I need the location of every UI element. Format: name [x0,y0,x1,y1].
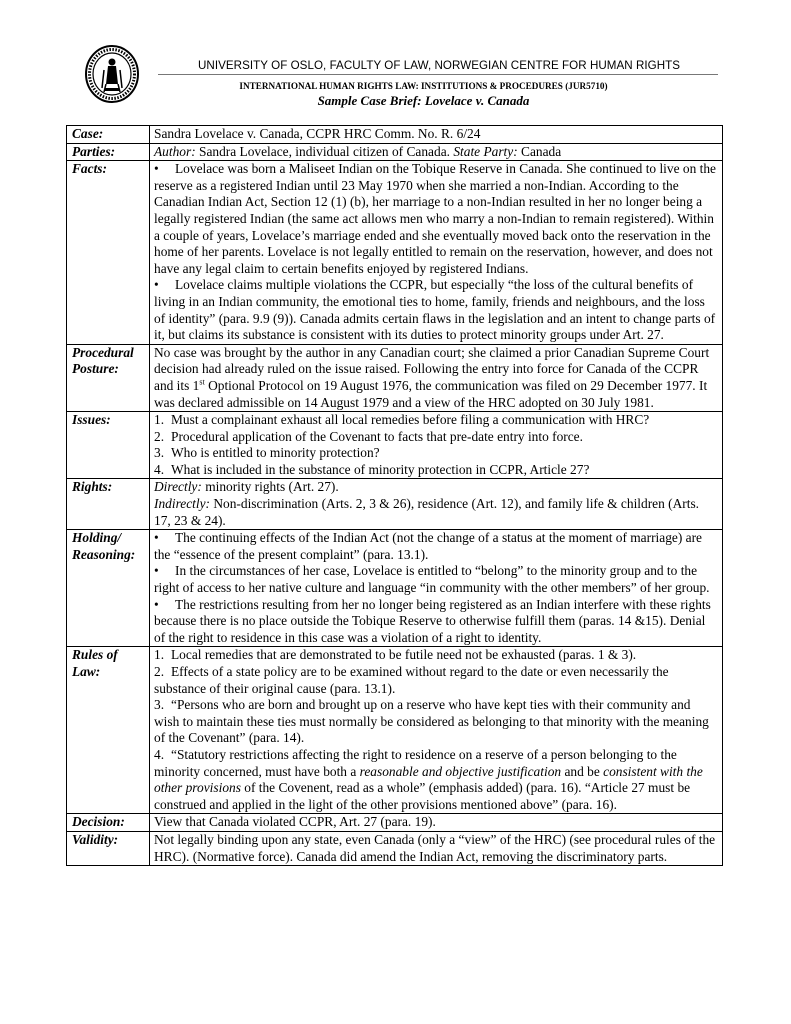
paragraph [154,479,718,496]
paragraph [154,126,718,143]
numbered-item [154,412,718,429]
text-run: Optional Protocol on 19 August 1976, the communication was filed on 29 December 1977. It was declared admissible on 14 August 1979 and a view of the HRC adopted on 30 July 1981. [154,377,708,410]
item-number: 1. [154,412,165,428]
numbered-item [154,747,718,813]
text-run: Procedural application of the Covenant to facts that pre-date entry into force. [171,428,583,444]
numbered-item [154,429,718,446]
text-run: Lovelace was born a Maliseet Indian on the Tobique Reserve in Canada. She continued to live on the reserve as a registered Indian until 23 May 1970 when she married a non-Indian. According to the Canadian Indian Act, Section 12 (1) (b), her marriage to a non-Indian resulted in her no longer being a legally registered Indian (the same act allows men who marry a non-Indian to remain registered). Within a couple of years, Lovelace’s marriage ended and she eventually moved back onto the reservation in the home of her parents. Lovelace is not legally entitled to remain on the reservation, however, and does not have any legal claim to certain benefits enjoyed by registered Indians. [154,161,716,276]
paragraph [154,832,718,865]
bullet-icon: • [154,563,159,579]
bullet-icon: • [154,530,159,546]
superscript-text: st [199,377,205,387]
text-run: Effects of a state policy are to be examined without regard to the date or even necessarily the substance of their original cause (para. 13.1). [154,664,669,696]
numbered-item [154,445,718,462]
row-label: Rights: [67,479,150,530]
brief-row [67,126,723,144]
text-run: Sandra Lovelace v. Canada, CCPR HRC Comm. No. R. 6/24 [154,126,481,141]
row-content [150,126,723,144]
item-number: 1. [154,647,165,663]
text-run: The continuing effects of the Indian Act (not the change of a status at the moment of marriage) are the “essence of the present complaint” (para. 13.1). [154,530,703,562]
bullet-icon: • [154,277,159,293]
case-brief-body [67,126,723,866]
row-label: Validity: [67,831,150,865]
numbered-item [154,697,718,747]
text-run: of the Covenent, read as a whole” (emphasis added) (para. 16). “Article 27 must be construed and applied in the light of the other provisions mentioned above” (para. 16). [154,780,691,812]
text-run: and be [561,763,604,779]
brief-row [67,412,723,479]
text-run: In the circumstances of her case, Lovelace is entitled to “belong” to the minority group and to the right of access to her native culture and language “in community with the other members” of her group. [154,563,710,596]
paragraph [154,345,718,411]
row-label: Case: [67,126,150,144]
bullet-paragraph [154,597,718,647]
brief-row [67,161,723,345]
bullet-icon: • [154,161,159,177]
text-run: Who is entitled to minority protection? [171,445,380,461]
emphasis-text: Author: [154,143,196,159]
brief-row [67,831,723,865]
bullet-icon: • [154,596,159,612]
brief-row [67,530,723,647]
item-number: 4. [154,461,165,477]
row-label: Procedural Posture: [67,344,150,411]
row-content [150,143,723,161]
row-label: Rules of Law: [67,647,150,814]
bullet-paragraph [154,563,718,596]
text-run: “Persons who are born and brought up on a reserve who have kept ties with their community and wish to maintain these ties must normally be considered as belonging to that minority with the meaning of the Covenant” (para. 14). [154,697,709,746]
text-run: Canada [517,143,562,159]
item-number: 3. [154,697,165,713]
text-run: View that Canada violated CCPR, Art. 27 (para. 19). [154,814,436,830]
row-label: Holding/ Reasoning: [67,530,150,647]
paragraph [154,144,718,161]
item-number: 4. [154,746,165,762]
text-run: Local remedies that are demonstrated to be futile need not be exhausted (paras. 1 & 3). [171,647,637,663]
text-run: Sandra Lovelace, individual citizen of Canada. [195,143,454,159]
row-content [150,814,723,832]
bullet-paragraph [154,277,718,343]
row-content [150,412,723,479]
item-number: 2. [154,428,165,444]
row-label: Parties: [67,143,150,161]
text-run: Lovelace claims multiple violations the CCPR, but especially “the loss of the cultural benefits of living in an Indian community, the emotional ties to home, family, friends and neighbours, and the loss of identity” (para. 9.9 (9)). Canada admits certain flaws in the legislation and an intent to change parts of it, but claims its substance is consistent with its duties to protect minority groups under Art. 27. [154,277,716,343]
row-label: Decision: [67,814,150,832]
emphasis-text: Directly: [154,479,202,495]
text-run: What is included in the substance of minority protection in CCPR, Article 27? [171,461,590,477]
bullet-paragraph [154,530,718,563]
brief-row [67,647,723,814]
row-content [150,344,723,411]
brief-row [67,344,723,411]
emphasis-text: State Party: [453,143,518,159]
numbered-item [154,647,718,664]
text-run: Must a complainant exhaust all local remedies before filing a communication with HRC? [171,412,650,428]
text-run: “Statutory restrictions affecting the right to residence on a reserve of a person belonging to the minority concerned, must have both a [154,746,677,779]
university-header: UNIVERSITY OF OSLO, FACULTY OF LAW, NORWEGIAN CENTRE FOR HUMAN RIGHTS [198,59,681,72]
emphasis-text: reasonable and objective justification [359,763,562,779]
text-run: Not legally binding upon any state, even Canada (only a “view” of the HRC) (see procedural rules of the HRC). (Normative force). Canada did amend the Indian Act, removing the discriminatory parts. [154,831,716,864]
paragraph [154,496,718,529]
brief-row [67,814,723,832]
emphasis-text: Indirectly: [154,496,211,512]
numbered-item [154,462,718,479]
emphasis-text: consistent with the other provisions [154,763,703,796]
brief-row [67,479,723,530]
row-content [150,647,723,814]
row-content [150,479,723,530]
header-divider [158,74,718,75]
case-brief-table [66,125,723,866]
text-run: No case was brought by the author in any Canadian court; she claimed a prior Canadian Supreme Court decision had already ruled on the issue raised. Following the entry into force for Canada of the CCPR and its 1 [154,344,710,393]
row-content [150,831,723,865]
row-content [150,161,723,345]
brief-title: Sample Case Brief: Lovelace v. Canada [317,93,530,108]
text-run: minority rights (Art. 27). [201,479,339,495]
text-run: The restrictions resulting from her no longer being registered as an Indian interfere with these rights because there is no place outside the Tobique Reserve to otherwise fulfill them (paras. 14 &15). Denial of the right to residence in this case was a violation of a right to identity. [154,596,711,645]
brief-row [67,143,723,161]
row-label: Facts: [67,161,150,345]
item-number: 3. [154,445,165,461]
paragraph [154,814,718,831]
row-label: Issues: [67,412,150,479]
bullet-paragraph [154,161,718,277]
numbered-item [154,664,718,697]
text-run: Non-discrimination (Arts. 2, 3 & 26), residence (Art. 12), and family life & children (Arts. 17, 23 & 24). [154,496,700,528]
course-title: INTERNATIONAL HUMAN RIGHTS LAW: INSTITUTIONS & PROCEDURES (JUR5710) [239,81,608,91]
item-number: 2. [154,664,165,679]
row-content [150,530,723,647]
